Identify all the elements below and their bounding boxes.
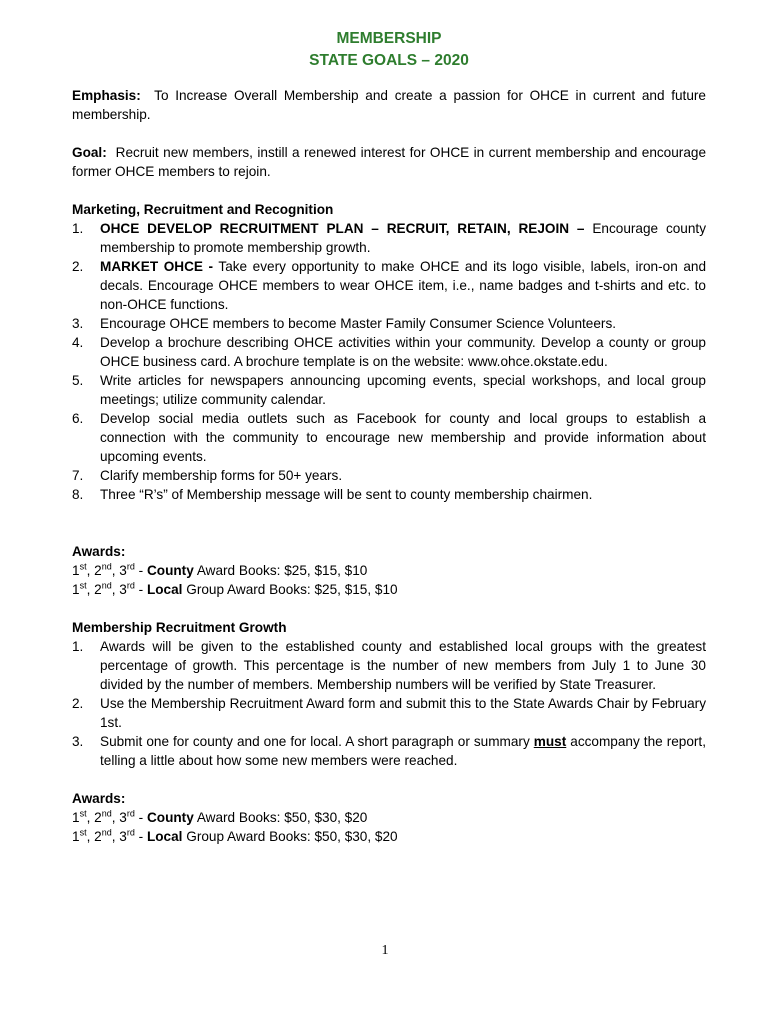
rank-first-suffix: st: [79, 827, 87, 838]
emphasis-must: must: [533, 734, 567, 749]
rank-second: 2: [94, 582, 102, 597]
list-item: [72, 257, 706, 314]
list-number: 4.: [72, 335, 84, 350]
list-item: [72, 333, 706, 371]
rank-third: 3: [119, 582, 127, 597]
list-item-text: Encourage OHCE members to become Master Family Consumer Science Volunteers.: [100, 316, 617, 331]
list-item-text: Awards will be given to the established county and established local groups with the greatest percentage of growth. This percentage is the number of new members from July 1 to June 30 divided by the number of members. Membership numbers will be verified by State Treasurer.: [100, 639, 706, 692]
goal-paragraph: [72, 143, 706, 181]
list-number: 7.: [72, 468, 84, 483]
rank-third: 3: [119, 563, 127, 578]
document-page: [72, 28, 706, 846]
section-spacer: [72, 770, 706, 789]
rank-second: 2: [94, 563, 102, 578]
rank-third-suffix: rd: [126, 808, 135, 819]
rank-third: 3: [119, 810, 127, 825]
list-item: [72, 314, 706, 333]
local-award-line: 1st, 2nd, 3rd - Local Group Award Books: $25, $15, $10: [72, 580, 398, 597]
list-item-text: Write articles for newspapers announcing upcoming events, special workshops, and local group meetings; utilize community calendar.: [100, 373, 706, 407]
section-spacer: [72, 599, 706, 618]
list-item-bold: MARKET OHCE -: [100, 259, 214, 274]
rank-second-suffix: nd: [101, 580, 112, 591]
list-item-text: accompany the report, telling a little about how some new members were reached.: [100, 734, 706, 768]
page-subtitle: STATE GOALS – 2020: [309, 52, 469, 69]
marketing-list: [72, 219, 706, 504]
list-item-text: Develop social media outlets such as Facebook for county and local groups to establish a connection with the community to encourage new membership and provide information about upcoming events.: [100, 411, 706, 464]
rank-second-suffix: nd: [101, 827, 112, 838]
list-item: [72, 732, 706, 770]
list-item-text: Clarify membership forms for 50+ years.: [100, 468, 343, 483]
list-item-text: Use the Membership Recruitment Award form and submit this to the State Awards Chair by February 1st.: [100, 696, 706, 730]
list-number: 2.: [72, 259, 84, 274]
local-award-text: Group Award Books: $50, $30, $20: [186, 829, 398, 844]
county-award-text: Award Books: $25, $15, $10: [196, 563, 368, 578]
goal-text: Recruit new members, instill a renewed interest for OHCE in current membership and encourage former OHCE members to rejoin.: [72, 145, 707, 179]
list-number: 2.: [72, 696, 84, 711]
emphasis-text: To Increase Overall Membership and create a passion for OHCE in current and future membership.: [72, 88, 706, 122]
awards-section-growth: [72, 789, 706, 846]
goal-label: Goal:: [72, 145, 107, 160]
growth-section: [72, 618, 706, 770]
local-award-line: 1st, 2nd, 3rd - Local Group Award Books: $50, $30, $20: [72, 827, 398, 844]
county-award-line: 1st, 2nd, 3rd - County Award Books: $50, $30, $20: [72, 808, 368, 825]
awards-heading: Awards:: [72, 791, 126, 806]
emphasis-label: Emphasis:: [72, 88, 141, 103]
county-award-text: Award Books: $50, $30, $20: [196, 810, 368, 825]
list-item: [72, 637, 706, 694]
section-spacer: [72, 504, 706, 542]
rank-second: 2: [94, 829, 102, 844]
growth-heading: Membership Recruitment Growth: [72, 620, 287, 635]
rank-first-suffix: st: [79, 561, 87, 572]
page-title: MEMBERSHIP: [336, 30, 442, 47]
list-item: [72, 219, 706, 257]
rank-second-suffix: nd: [101, 808, 112, 819]
local-label: Local: [146, 829, 183, 844]
rank-first: 1: [72, 582, 80, 597]
list-number: 3.: [72, 734, 84, 749]
rank-third-suffix: rd: [126, 580, 135, 591]
list-number: 1.: [72, 639, 84, 654]
list-item-text: Develop a brochure describing OHCE activities within your community. Develop a county or group OHCE business card. A brochure template is on the website: www.ohce.okstate.edu.: [100, 335, 706, 369]
rank-second-suffix: nd: [101, 561, 112, 572]
list-item-text: Submit one for county and one for local. A short paragraph or summary: [100, 734, 530, 749]
rank-first-suffix: st: [79, 580, 87, 591]
page-number: 1: [381, 943, 389, 958]
title-block: [72, 28, 706, 72]
emphasis-paragraph: [72, 86, 706, 124]
local-award-text: Group Award Books: $25, $15, $10: [186, 582, 398, 597]
rank-second: 2: [94, 810, 102, 825]
awards-section-county-local: [72, 542, 706, 599]
rank-first: 1: [72, 810, 80, 825]
local-label: Local: [146, 582, 183, 597]
awards-heading: Awards:: [72, 544, 126, 559]
list-item: [72, 466, 706, 485]
list-item-text: Three “R’s” of Membership message will be sent to county membership chairmen.: [100, 487, 593, 502]
rank-third-suffix: rd: [126, 827, 135, 838]
growth-list: [72, 637, 706, 770]
list-item: [72, 485, 706, 504]
list-item: [72, 694, 706, 732]
rank-first: 1: [72, 563, 80, 578]
county-award-line: 1st, 2nd, 3rd - County Award Books: $25, $15, $10: [72, 561, 368, 578]
list-item-bold: OHCE DEVELOP RECRUITMENT PLAN – RECRUIT, RETAIN, REJOIN –: [100, 221, 585, 236]
marketing-section: [72, 200, 706, 504]
list-number: 5.: [72, 373, 84, 388]
marketing-heading: Marketing, Recruitment and Recognition: [72, 202, 334, 217]
list-number: 3.: [72, 316, 84, 331]
list-item-text: Encourage county membership to promote membership growth.: [100, 221, 706, 255]
rank-third-suffix: rd: [126, 561, 135, 572]
list-number: 8.: [72, 487, 84, 502]
county-label: County: [146, 563, 194, 578]
list-item: [72, 409, 706, 466]
rank-first-suffix: st: [79, 808, 87, 819]
rank-third: 3: [119, 829, 127, 844]
county-label: County: [146, 810, 194, 825]
rank-first: 1: [72, 829, 80, 844]
list-number: 6.: [72, 411, 84, 426]
list-number: 1.: [72, 221, 84, 236]
list-item-text: Take every opportunity to make OHCE and its logo visible, labels, iron-on and decals. Encourage OHCE members to wear OHCE item, i.e., name badges and t-shirts and etc. to non-OHCE functions.: [100, 259, 707, 312]
list-item: [72, 371, 706, 409]
